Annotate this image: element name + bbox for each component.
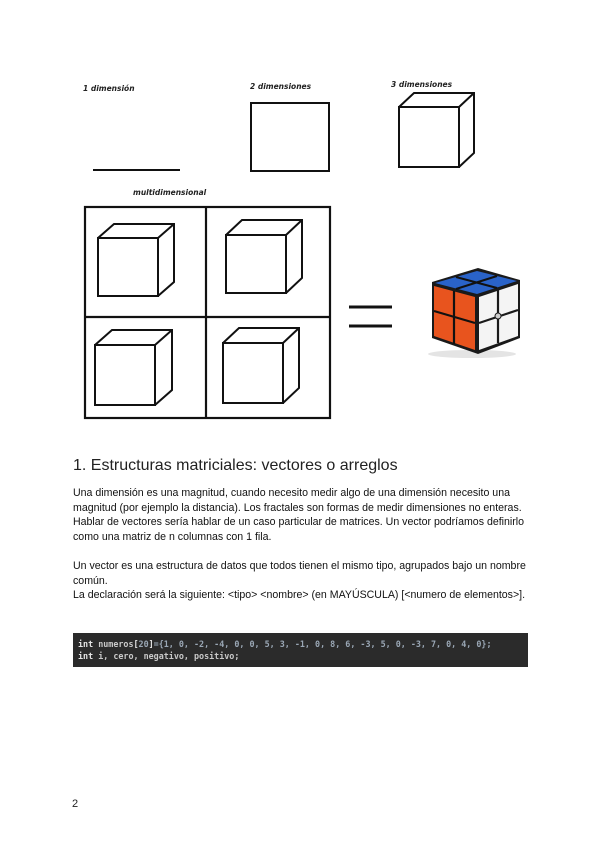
grid-cubes: [95, 220, 302, 405]
two-dimension-square: [251, 103, 329, 171]
three-dimension-cube: [399, 93, 474, 167]
grid-cube-3: [95, 330, 172, 405]
rubiks-cube-image: [428, 268, 520, 358]
label-multidimensional: multidimensional: [133, 188, 207, 197]
grid-cube-1: [98, 224, 174, 296]
code-array-name: numeros: [98, 639, 134, 649]
code-array-size: 20: [138, 639, 149, 649]
paragraph-dimension: Una dimensión es una magnitud, cuando necesito medir algo de una dimensión necesito una magnitud (por ejemplo la distancia). Los fractales son formas de medir dimensiones no enteras.: [73, 487, 522, 514]
section-body: [73, 486, 533, 603]
paragraph-spacer: [73, 544, 533, 559]
label-3-dimensions: 3 dimensiones: [391, 80, 453, 89]
equals-sign: [349, 307, 392, 326]
paragraph-vectors-matrices: Hablar de vectores sería hablar de un caso particular de matrices. Un vector podríamos definirlo como una matriz de n columnas con 1 fila.: [73, 516, 525, 543]
code-variables: i, cero, negativo, positivo;: [98, 651, 240, 661]
code-snippet: int numeros[20]={1, 0, -2, -4, 0, 0, 5, 3, -1, 0, 8, 6, -3, 5, 0, -3, 7, 0, 4, 0}; int i, cero, negativo, positivo;: [73, 633, 528, 667]
paragraph-vector-definition: Un vector es una estructura de datos que todos tienen el mismo tipo, agrupados bajo un nombre común.: [73, 559, 526, 587]
grid-cube-4: [223, 328, 299, 403]
paragraph-declaration: La declaración será la siguiente: <tipo> <nombre> (en MAYÚSCULA) [<numero de elementos>].: [73, 589, 526, 602]
label-1-dimension: 1 dimensión: [83, 84, 135, 93]
code-keyword: int: [78, 651, 94, 661]
page-number: 2: [72, 798, 79, 810]
grid-cube-2: [226, 220, 302, 293]
label-2-dimensions: 2 dimensiones: [250, 82, 312, 91]
code-keyword: int: [78, 639, 94, 649]
code-array-values: ={1, 0, -2, -4, 0, 0, 5, 3, -1, 0, 8, 6, -3, 5, 0, -3, 7, 0, 4, 0};: [153, 639, 492, 649]
section-heading: 1. Estructuras matriciales: vectores o arreglos: [73, 457, 398, 474]
